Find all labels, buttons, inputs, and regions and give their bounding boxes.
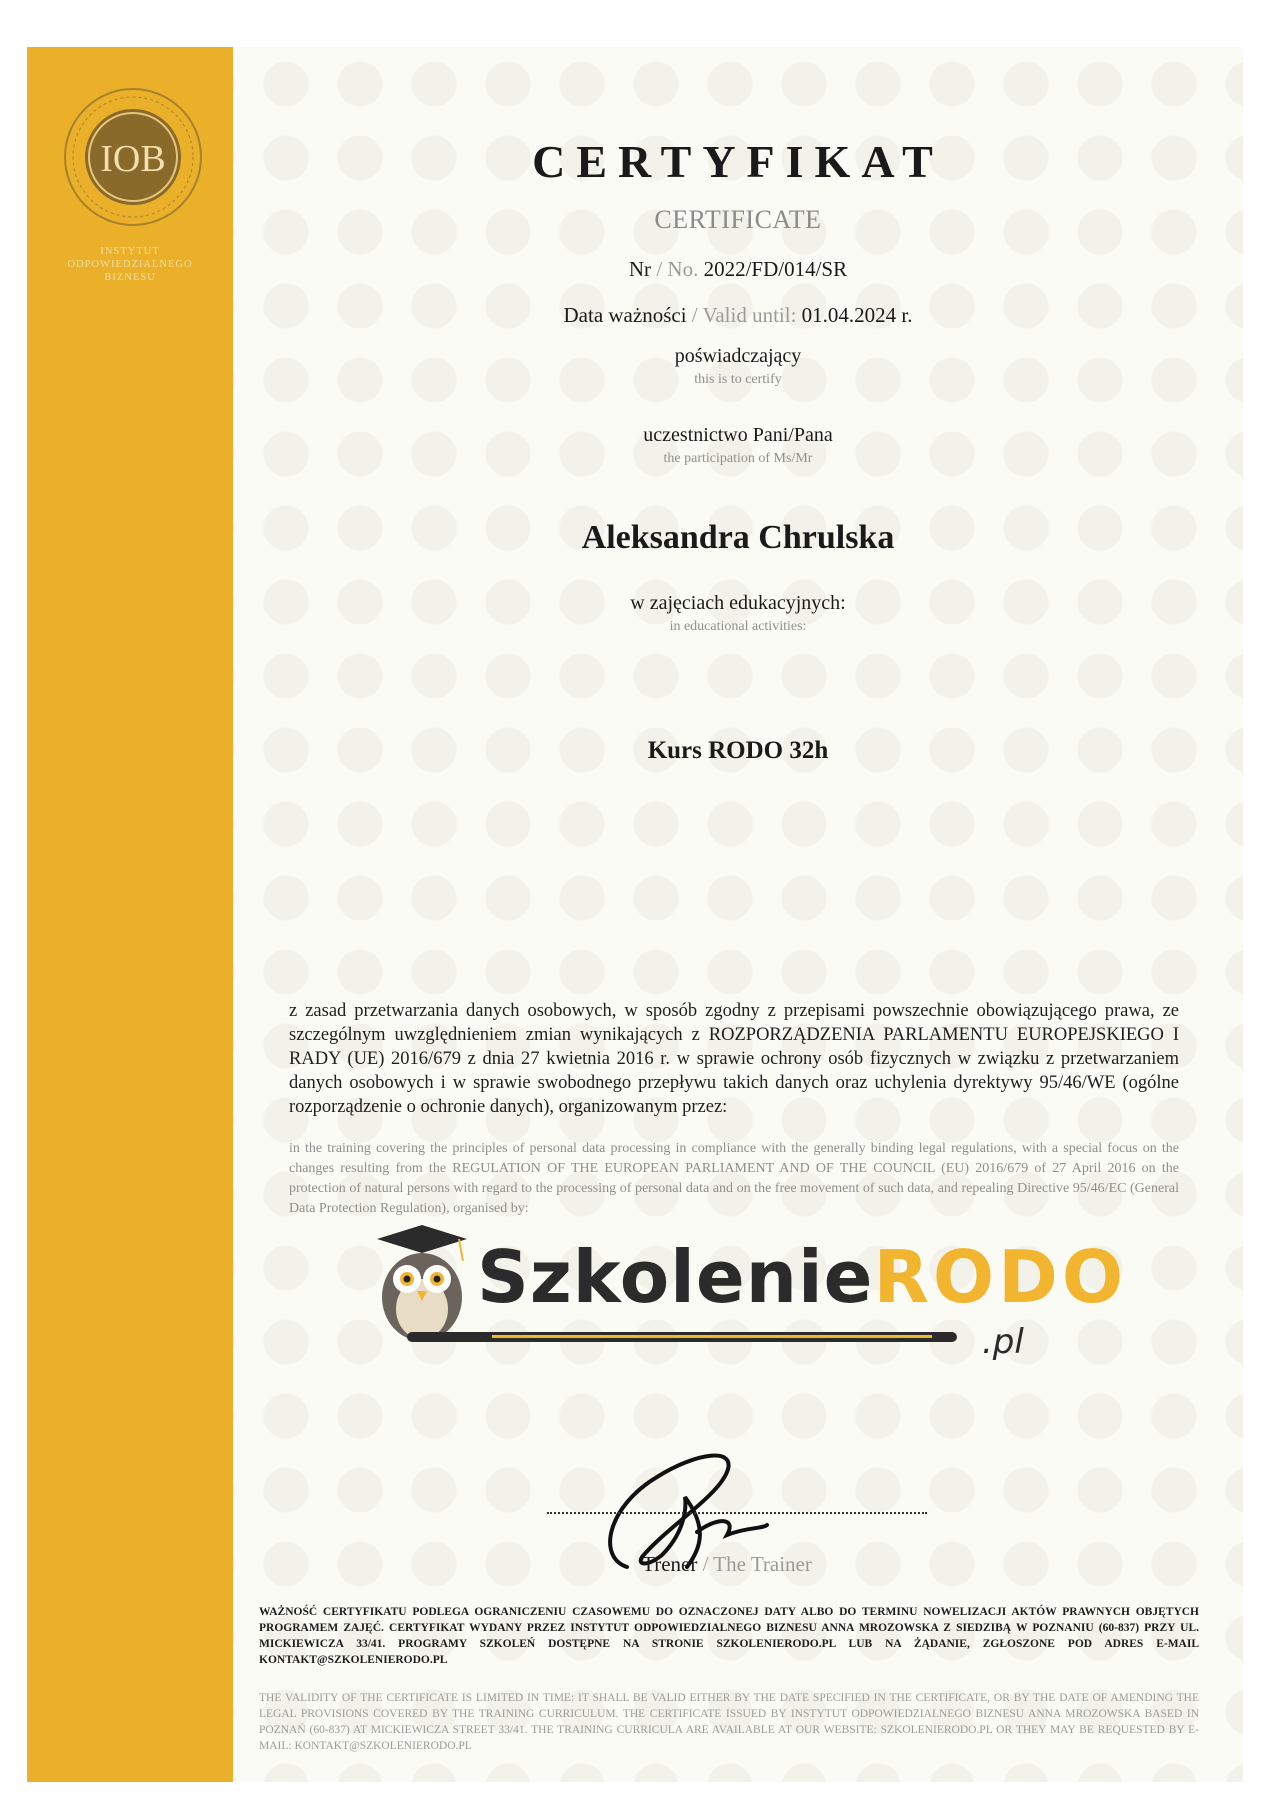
signature-line (547, 1512, 927, 1514)
institute-name-line: ODPOWIEDZIALNEGO (67, 259, 193, 270)
trainer-label (587, 1552, 867, 1577)
participant-name: Aleksandra Chrulska (581, 519, 895, 556)
number-value: 2022/FD/014/SR (703, 257, 848, 281)
valid-label-pl: Data ważności (563, 303, 687, 327)
certificate-subtitle: CERTIFICATE (654, 205, 822, 234)
logo-part-b: RODO (873, 1235, 1128, 1319)
logo-wordmark (477, 1235, 1127, 1319)
decorative-band (27, 47, 233, 1782)
activities-pl: w zajęciach edukacyjnych: (630, 592, 846, 614)
participation-en: the participation of Ms/Mr (663, 451, 813, 466)
certify-pl: poświadczający (674, 345, 802, 367)
number-label-pl: Nr (628, 257, 652, 281)
participation-statement (233, 423, 1243, 471)
valid-value: 01.04.2024 r. (801, 303, 913, 327)
certificate-title: CERTYFIKAT (532, 136, 944, 187)
footer-note-en: THE VALIDITY OF THE CERTIFICATE IS LIMITED IN TIME: IT SHALL BE VALID EITHER BY THE DATE SPECIFIED IN THE CERTIFICATE, OR BY THE DATE OF AMENDING THE LEGAL PROVISIONS COVERED BY THE TRAINING CURRICULUM. THE CERTIFICATE ISSUED BY INSTYTUT ODPOWIEDZIALNEGO BIZNESU ANNA MROZOWSKA BASED IN POZNAŃ (60-837) AT MICKIEWICZA STREET 33/41. THE TRAINING CURRICULA ARE AVAILABLE AT OUR WEBSITE: SZKOLENIERODO.PL OR THEY MAY BE REQUESTED BY E-MAIL: KONTAKT@SZKOLENIERODO.PL (259, 1692, 1199, 1752)
institute-name (37, 245, 223, 284)
certify-statement (233, 344, 1243, 392)
activities-en: in educational activities: (669, 619, 807, 634)
logo-suffix: .pl (982, 1322, 1024, 1362)
institute-name-line: INSTYTUT (100, 246, 160, 257)
valid-label-en: / Valid until: (691, 303, 797, 327)
svg-text:IOB: IOB (100, 138, 166, 180)
certificate-sheet (27, 47, 1243, 1782)
logo-pencil-bar (407, 1332, 957, 1342)
footer-note-pl: WAŻNOŚĆ CERTYFIKATU PODLEGA OGRANICZENIU CZASOWEMU DO OZNACZONEJ DATY ALBO DO TERMINU NOWELIZACJI AKTÓW PRAWNYCH OBJĘTYCH PROGRAMEM ZAJĘĆ. CERTYFIKAT WYDANY PRZEZ INSTYTUT ODPOWIEDZIALNEGO BIZNESU ANNA MROZOWSKA Z SIEDZIBĄ W POZNANIU (60-837) PRZY UL. MICKIEWICZA 33/41. PROGRAMY SZKOLEŃ DOSTĘPNE NA STRONIE SZKOLENIERODO.PL LUB NA ŻĄDANIE, ZGŁOSZONE POD ADRES E-MAIL KONTAKT@SZKOLENIERODO.PL (259, 1606, 1199, 1666)
activities-statement (233, 591, 1243, 639)
participation-pl: uczestnictwo Pani/Pana (643, 424, 833, 446)
iob-seal-logo (63, 87, 203, 227)
certify-en: this is to certify (694, 372, 782, 387)
szkolenierodo-logo (367, 1217, 1128, 1367)
number-label-en: / No. (656, 257, 699, 281)
certificate-number (233, 257, 1243, 282)
description-pl: z zasad przetwarzania danych osobowych, w sposób zgodny z przepisami powszechnie obowiązującego prawa, ze szczególnym uwzględnieniem zmian wynikających z ROZPORZĄDZENIA PARLAMENTU EUROPEJSKIEGO I RADY (UE) 2016/679 z dnia 27 kwietnia 2016 r. w sprawie ochrony osób fizycznych w związku z przetwarzaniem danych osobowych i w sprawie swobodnego przepływu takich danych oraz uchylenia dyrektywy 95/46/WE (ogólne rozporządzenie o ochronie danych), organizowanym przez: (289, 1001, 1179, 1117)
trainer-label-en: / The Trainer (702, 1552, 812, 1576)
logo-part-a: Szkolenie (477, 1235, 874, 1319)
description-en: in the training covering the principles of personal data processing in compliance with the generally binding legal regulations, with a special focus on the changes resulting from the REGULATION OF THE EUROPEAN PARLIAMENT AND OF THE COUNCIL (EU) 2016/679 of 27 April 2016 on the protection of natural persons with regard to the processing of personal data and on the free movement of such data, and repealing Directive 95/46/EC (General Data Protection Regulation), organised by: (289, 1141, 1179, 1216)
course-name: Kurs RODO 32h (647, 737, 829, 764)
institute-name-line: BIZNESU (104, 272, 156, 283)
validity-date (233, 303, 1243, 328)
owl-mascot-icon (367, 1217, 477, 1367)
trainer-label-pl: Trener (642, 1552, 698, 1576)
